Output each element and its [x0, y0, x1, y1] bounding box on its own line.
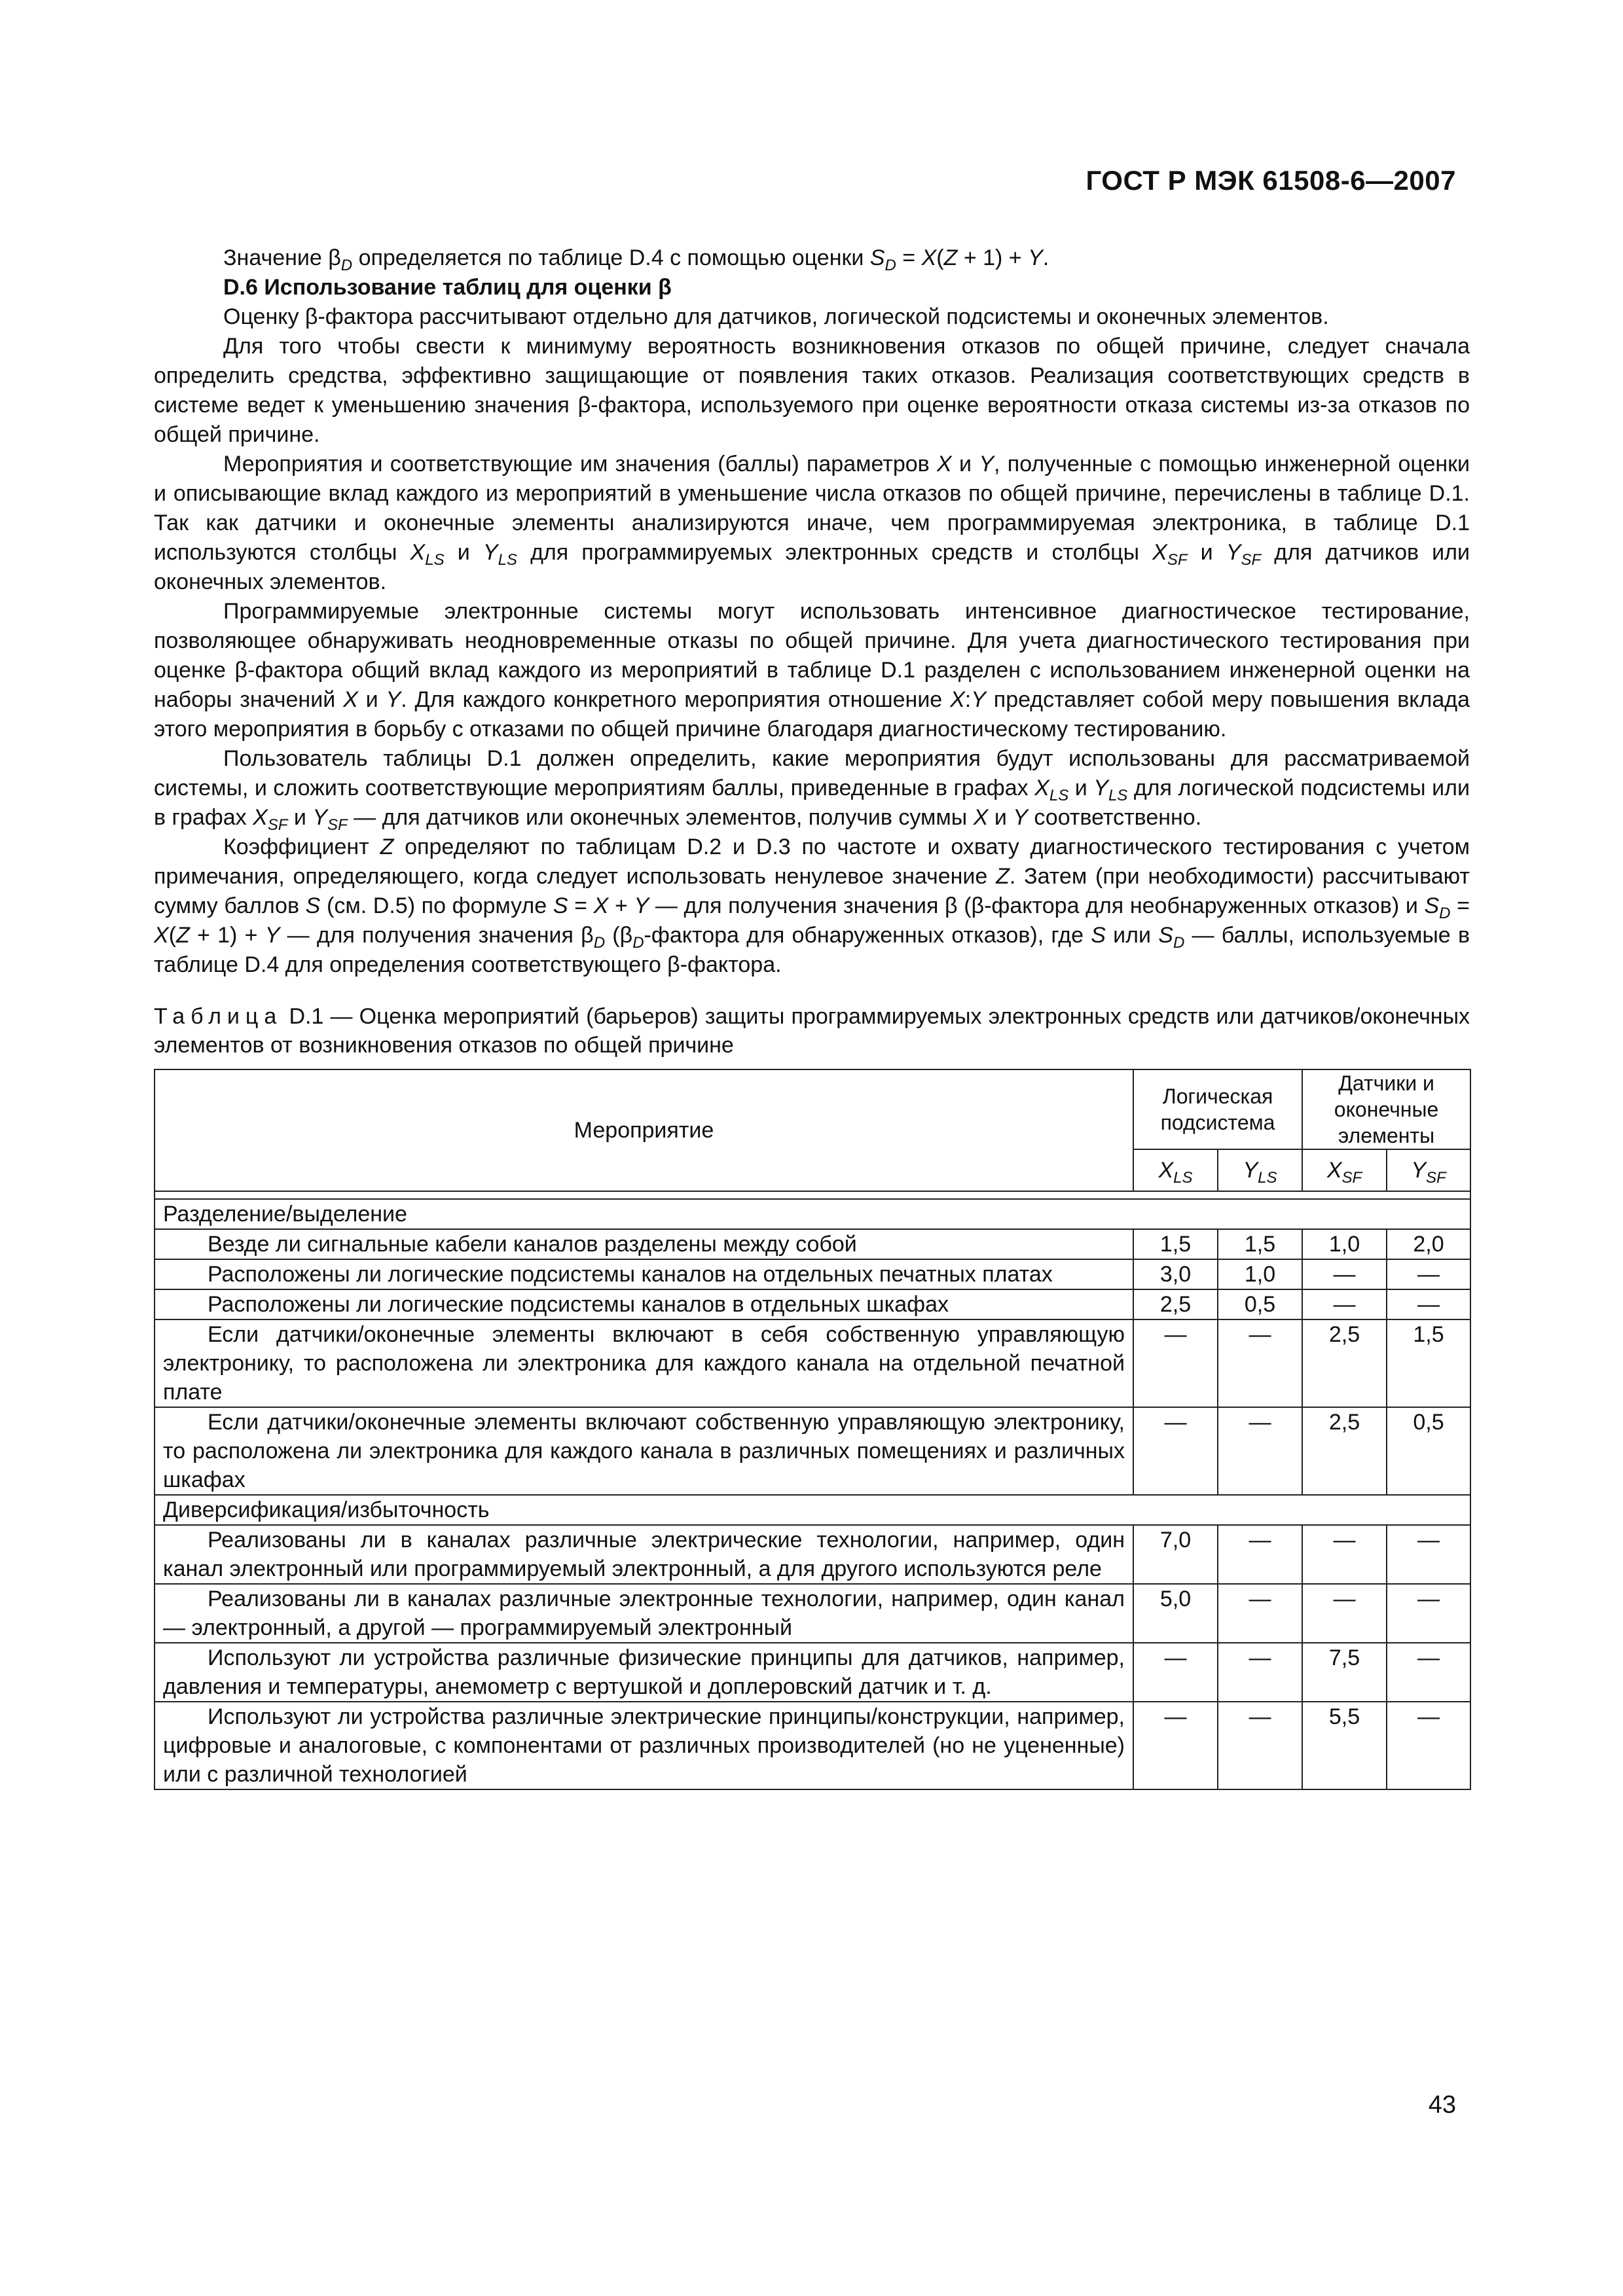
value-xls: 7,0	[1133, 1525, 1218, 1584]
value-xls: —	[1133, 1319, 1218, 1407]
category-diversity: Диверсификация/избыточность	[155, 1495, 1470, 1525]
paragraph: Оценку β-фактора рассчитывают отдельно для датчиков, логической подсистемы и оконечных элементов.	[223, 304, 1329, 329]
caption-prefix: Таблица	[154, 1004, 283, 1029]
value-yls: —	[1218, 1407, 1302, 1495]
value-xls: 3,0	[1133, 1259, 1218, 1289]
measure-text: Используют ли устройства различные физические принципы для датчиков, например, давления и температуры, анемометр с вертушкой и доплеровский датчик и т. д.	[155, 1643, 1133, 1702]
value-xls: 2,5	[1133, 1289, 1218, 1319]
table-row	[155, 1407, 1470, 1495]
value-yls: —	[1218, 1319, 1302, 1407]
value-yls: —	[1218, 1702, 1302, 1789]
table-row	[155, 1643, 1470, 1702]
value-xsf: 5,5	[1302, 1702, 1387, 1789]
header-yls: $Y_{LS}$	[1218, 1149, 1302, 1191]
paragraph: Пользователь таблицы D.1 должен определить, какие мероприятия будут использованы для рассматриваемой системы, и сложить соответствующие мероприятиям баллы, приведенные в графах $X_{LS}$ и $Y_{LS}$ для логической подсистемы или в графах $X_{SF}$ и $Y_{SF}$ — для датчиков или оконечных элементов, получив суммы X и Y соответственно.	[154, 746, 1470, 834]
value-ysf: —	[1387, 1525, 1470, 1584]
measure-text: Расположены ли логические подсистемы каналов в отдельных шкафах	[155, 1289, 1133, 1319]
value-xls: 1,5	[1133, 1229, 1218, 1259]
category-row	[155, 1495, 1470, 1525]
table-gap-row	[155, 1191, 1470, 1199]
section-heading: D.6 Использование таблиц для оценки β	[223, 275, 672, 300]
value-xsf: —	[1302, 1259, 1387, 1289]
value-yls: —	[1218, 1584, 1302, 1643]
value-yls: 1,0	[1218, 1259, 1302, 1289]
value-ysf: 2,0	[1387, 1229, 1470, 1259]
table-row	[155, 1319, 1470, 1407]
table-row	[155, 1259, 1470, 1289]
header-sensors: Датчики и оконечные элементы	[1302, 1069, 1470, 1149]
caption-text: D.1 — Оценка мероприятий (барьеров) защиты программируемых электронных средств или датчиков/оконечных элементов от возникновения отказов по общей причине	[154, 1004, 1470, 1058]
table-caption	[154, 1002, 1470, 1060]
header-xsf: $X_{SF}$	[1302, 1149, 1387, 1191]
measure-text: Везде ли сигнальные кабели каналов разделены между собой	[155, 1229, 1133, 1259]
table-row	[155, 1289, 1470, 1319]
value-ysf: 0,5	[1387, 1407, 1470, 1495]
value-xls: —	[1133, 1643, 1218, 1702]
value-ysf: —	[1387, 1584, 1470, 1643]
measure-text: Если датчики/оконечные элементы включают в себя собственную управляющую электронику, то расположена ли электроника для каждого канала на отдельной печатной плате	[155, 1319, 1133, 1407]
measure-text: Реализованы ли в каналах различные электрические технологии, например, один канал электронный или программируемый электронный, а для другого используются реле	[155, 1525, 1133, 1584]
value-xls: —	[1133, 1407, 1218, 1495]
value-ysf: —	[1387, 1259, 1470, 1289]
value-xsf: —	[1302, 1525, 1387, 1584]
table-row	[155, 1702, 1470, 1789]
value-xsf: —	[1302, 1289, 1387, 1319]
value-ysf: —	[1387, 1289, 1470, 1319]
value-ysf: —	[1387, 1643, 1470, 1702]
page-content	[154, 243, 1470, 1790]
table-row	[155, 1584, 1470, 1643]
value-xsf: 7,5	[1302, 1643, 1387, 1702]
category-separation: Разделение/выделение	[155, 1199, 1470, 1229]
paragraph-beta-d: Значение $\beta_D$ определяется по таблице D.4 с помощью оценки $S_D = X(Z + 1) + Y$.	[223, 245, 1049, 274]
value-xsf: 2,5	[1302, 1407, 1387, 1495]
page-number: 43	[1428, 2091, 1456, 2119]
table-row	[155, 1229, 1470, 1259]
value-ysf: 1,5	[1387, 1319, 1470, 1407]
standard-code: ГОСТ Р МЭК 61508-6—2007	[1085, 165, 1456, 196]
measure-text: Используют ли устройства различные электрические принципы/конструкции, например, цифровые и аналоговые, с компонентами от различных производителей (но не уцененные) или с различной технологией	[155, 1702, 1133, 1789]
value-yls: —	[1218, 1643, 1302, 1702]
measure-text: Реализованы ли в каналах различные электронные технологии, например, один канал — электронный, а другой — программируемый электронный	[155, 1584, 1133, 1643]
category-row	[155, 1199, 1470, 1229]
paragraph: Мероприятия и соответствующие им значения (баллы) параметров X и Y, полученные с помощью инженерной оценки и описывающие вклад каждого из мероприятий в уменьшение числа отказов по общей причине, перечислены в таблице D.1. Так как датчики и оконечные элементы анализируются иначе, чем программируемая электроника, в таблице D.1 используются столбцы $X_{LS}$ и $Y_{LS}$ для программируемых электронных средств и столбцы $X_{SF}$ и $Y_{SF}$ для датчиков или оконечных элементов.	[154, 452, 1470, 594]
value-xsf: 1,0	[1302, 1229, 1387, 1259]
value-xls: —	[1133, 1702, 1218, 1789]
measure-text: Расположены ли логические подсистемы каналов на отдельных печатных платах	[155, 1259, 1133, 1289]
paragraph: Коэффициент Z определяют по таблицам D.2 и D.3 по частоте и охвату диагностического тестирования с учетом примечания, определяющего, когда следует использовать ненулевое значение Z. Затем (при необходимости) рассчитывают сумму баллов S (см. D.5) по формуле S = X + Y — для получения значения β (β-фактора для необнаруженных отказов) и $S_D = X(Z + 1) + Y$ — для получения значения $\beta_D$ ($\beta_D$-фактора для обнаруженных отказов), где S или $S_D$ — баллы, используемые в таблице D.4 для определения соответствующего β-фактора.	[154, 834, 1470, 977]
header-measure: Мероприятие	[155, 1069, 1133, 1191]
header-logic-subsystem: Логическая подсистема	[1133, 1069, 1302, 1149]
value-xls: 5,0	[1133, 1584, 1218, 1643]
table-row	[155, 1525, 1470, 1584]
value-xsf: —	[1302, 1584, 1387, 1643]
value-xsf: 2,5	[1302, 1319, 1387, 1407]
value-yls: 0,5	[1218, 1289, 1302, 1319]
paragraph: Для того чтобы свести к минимуму вероятность возникновения отказов по общей причине, следует сначала определить средства, эффективно защищающие от появления таких отказов. Реализация соответствующих средств в системе ведет к уменьшению значения β-фактора, используемого при оценке вероятности отказа системы из-за отказов по общей причине.	[154, 334, 1470, 447]
paragraph: Программируемые электронные системы могут использовать интенсивное диагностическое тестирование, позволяющее обнаруживать неодновременные отказы по общей причине. Для учета диагностического тестирования при оценке β-фактора общий вклад каждого из мероприятий в таблице D.1 разделен с использованием инженерной оценки на наборы значений X и Y. Для каждого конкретного мероприятия отношение X:Y представляет собой меру повышения вклада этого мероприятия в борьбу с отказами по общей причине благодаря диагностическому тестированию.	[154, 599, 1470, 742]
value-yls: —	[1218, 1525, 1302, 1584]
measures-table	[154, 1069, 1471, 1790]
header-ysf: $Y_{SF}$	[1387, 1149, 1470, 1191]
measure-text: Если датчики/оконечные элементы включают собственную управляющую электронику, то расположена ли электроника для каждого канала в различных помещениях и различных шкафах	[155, 1407, 1133, 1495]
header-xls: $X_{LS}$	[1133, 1149, 1218, 1191]
value-yls: 1,5	[1218, 1229, 1302, 1259]
value-ysf: —	[1387, 1702, 1470, 1789]
